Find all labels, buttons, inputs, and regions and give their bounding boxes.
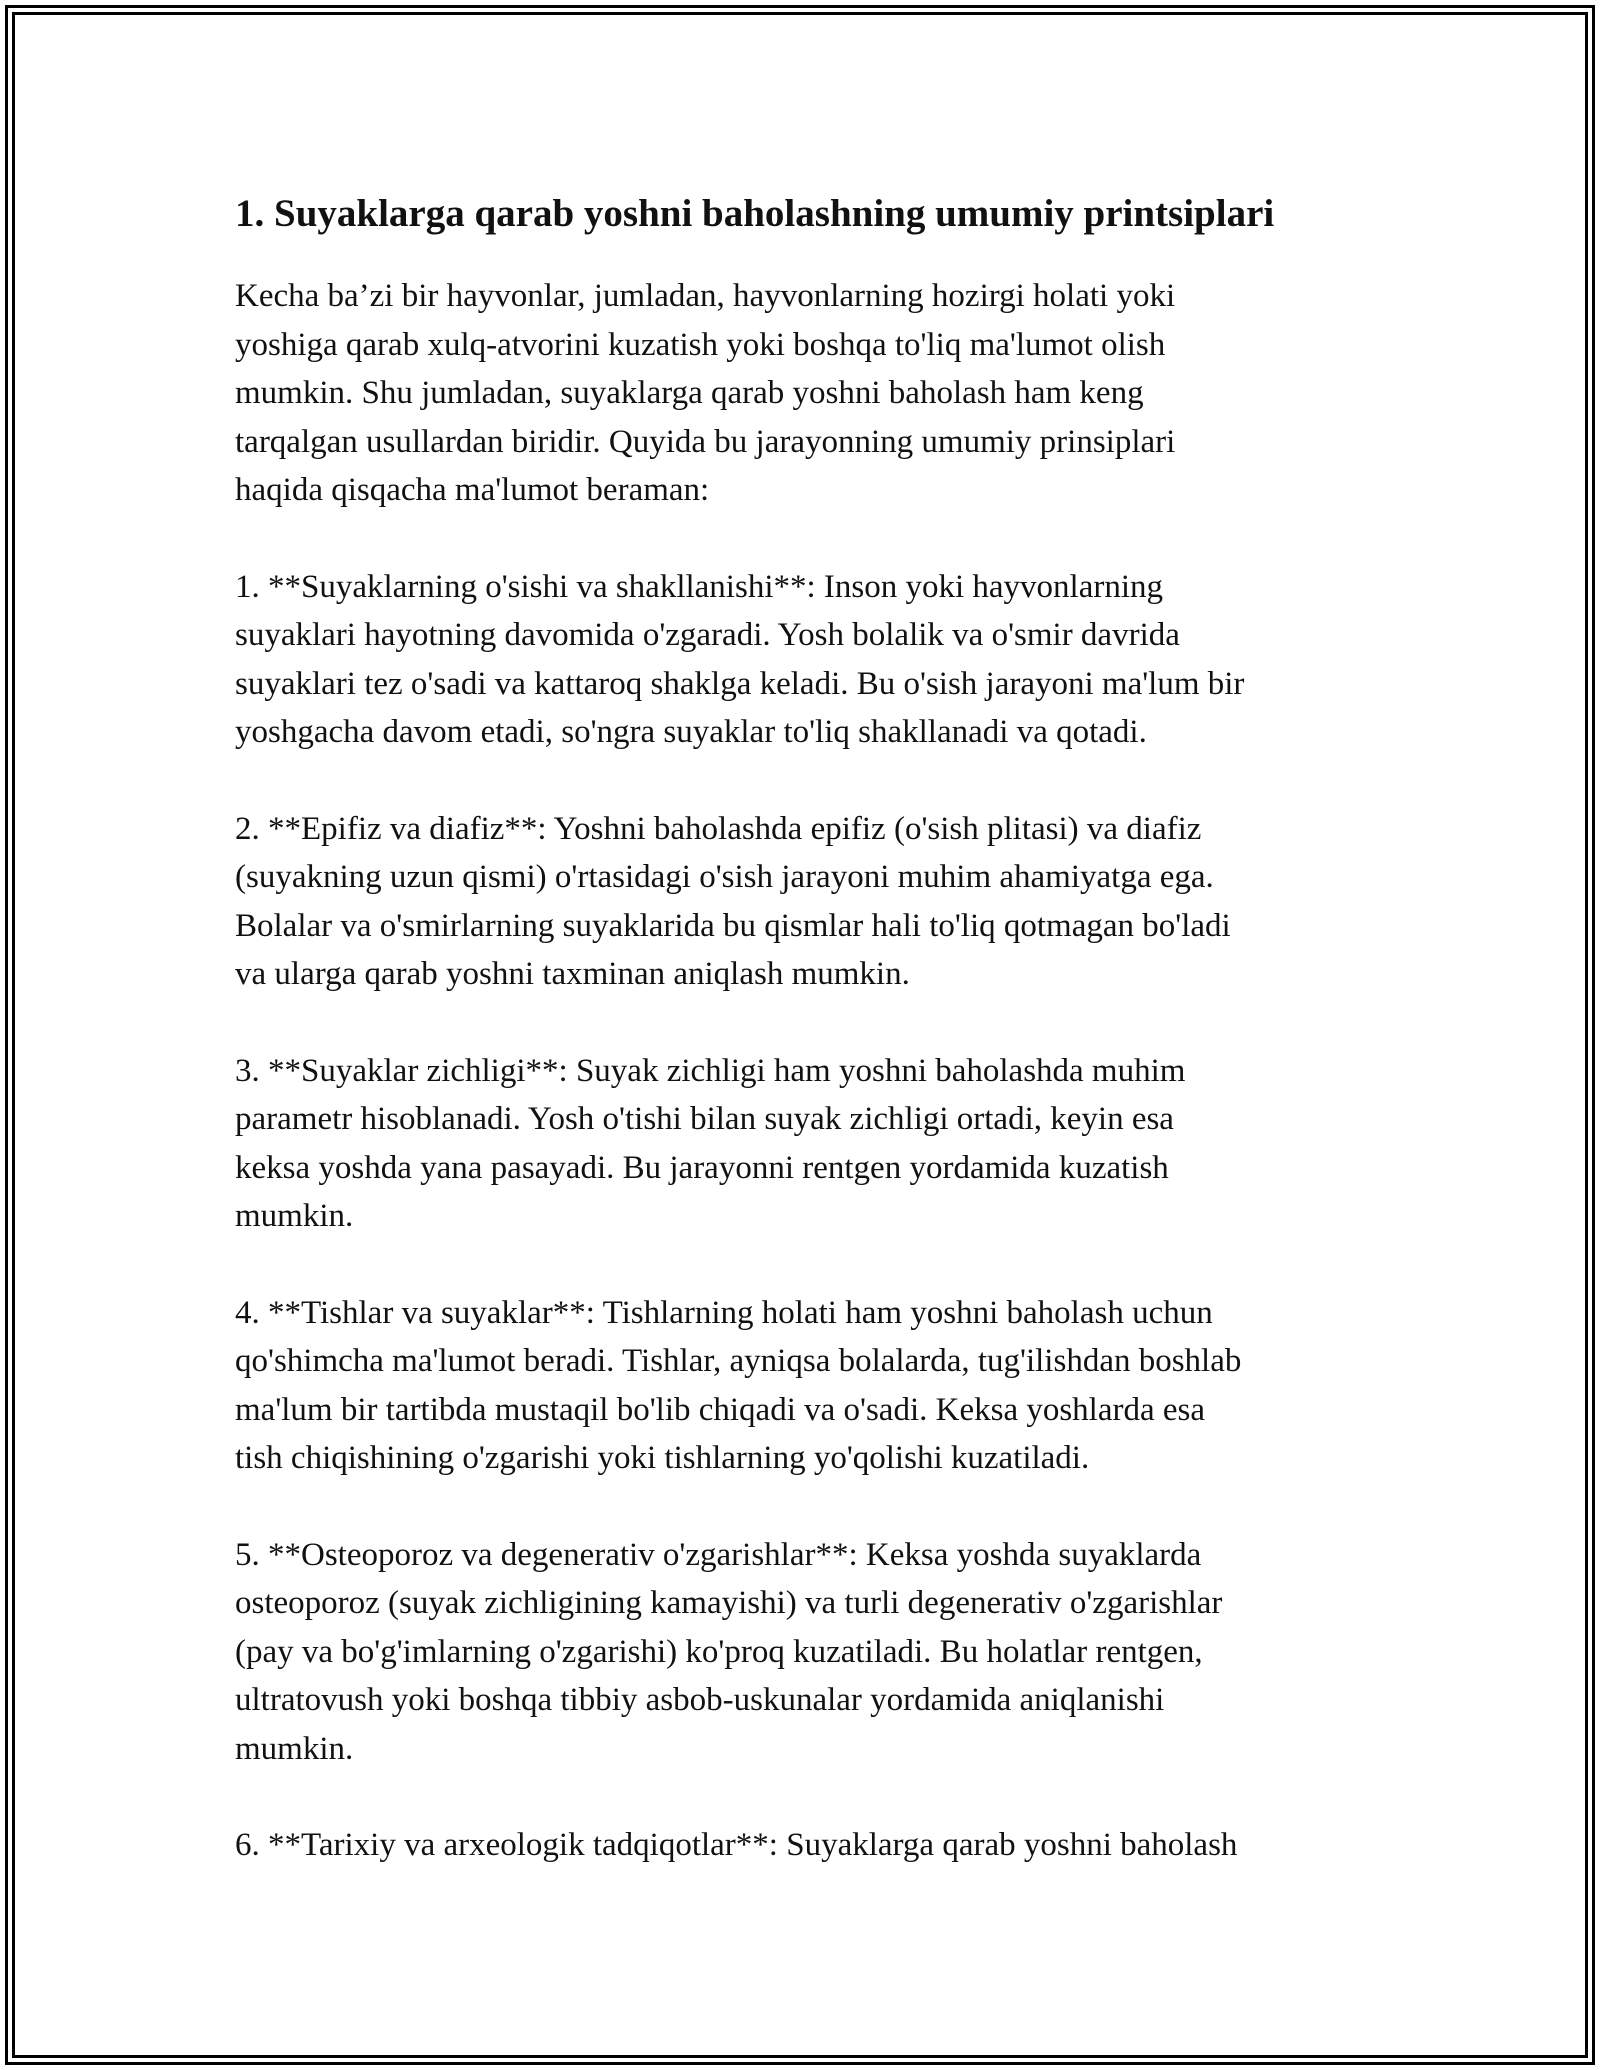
text-line: ma'lum bir tartibda mustaqil bo'lib chiqadi va o'sadi. Keksa yoshlarda esa [235, 1391, 1206, 1428]
text-line: parametr hisoblanadi. Yosh o'tishi bilan suyak zichligi ortadi, keyin esa [235, 1101, 1174, 1137]
text-line: (pay va bo'g'imlarning o'zgarishi) ko'proq kuzatiladi. Bu holatlar rentgen, [235, 1633, 1203, 1670]
text-line: mumkin. [235, 1730, 354, 1767]
text-line: mumkin. Shu jumladan, suyaklarga qarab yoshni baholash ham keng [235, 375, 1144, 411]
text-line: Bolalar va o'smirlarning suyaklarida bu qismlar hali to'liq qotmagan bo'ladi [235, 907, 1231, 944]
intro-paragraph [235, 272, 1385, 515]
text-line: 2. **Epifiz va diafiz**: Yoshni baholashda epifiz (o'sish plitasi) va diafiz [235, 810, 1202, 847]
text-line: osteoporoz (suyak zichligining kamayishi) va turli degenerativ o'zgarishlar [235, 1585, 1223, 1621]
text-line: 5. **Osteoporoz va degenerativ o'zgarishlar**: Keksa yoshda suyaklarda [235, 1536, 1202, 1573]
paragraph-list [235, 272, 1385, 1870]
text-line: 6. **Tarixiy va arxeologik tadqiqotlar**: Suyaklarga qarab yoshni baholash [235, 1827, 1238, 1863]
text-line: ultratovush yoki boshqa tibbiy asbob-uskunalar yordamida aniqlanishi [235, 1682, 1165, 1718]
list-item-paragraph [235, 1821, 1385, 1870]
text-line: 4. **Tishlar va suyaklar**: Tishlarning holati ham yoshni baholash uchun [235, 1294, 1213, 1331]
text-line: tarqalgan usullardan biridir. Quyida bu jarayonning umumiy prinsiplari [235, 423, 1176, 460]
list-item-paragraph [235, 563, 1385, 757]
list-item-paragraph [235, 1531, 1385, 1774]
text-line: suyaklari hayotning davomida o'zgaradi. Yosh bolalik va o'smir davrida [235, 617, 1180, 653]
text-line: keksa yoshda yana pasayadi. Bu jarayonni rentgen yordamida kuzatish [235, 1149, 1169, 1186]
text-line: qo'shimcha ma'lumot beradi. Tishlar, ayniqsa bolalarda, tug'ilishdan boshlab [235, 1343, 1242, 1379]
text-line: 3. **Suyaklar zichligi**: Suyak zichligi ham yoshni baholashda muhim [235, 1052, 1186, 1089]
text-line: suyaklari tez o'sadi va kattaroq shaklga keladi. Bu o'sish jarayoni ma'lum bir [235, 665, 1245, 702]
text-line: Kecha ba’zi bir hayvonlar, jumladan, hayvonlarning hozirgi holati yoki [235, 278, 1176, 314]
list-item-paragraph [235, 1289, 1385, 1483]
text-line: yoshgacha davom etadi, so'ngra suyaklar to'liq shakllanadi va qotadi. [235, 714, 1147, 750]
list-item-paragraph [235, 1047, 1385, 1241]
list-item-paragraph [235, 805, 1385, 999]
text-line: yoshiga qarab xulq-atvorini kuzatish yoki boshqa to'liq ma'lumot olish [235, 326, 1166, 363]
text-line: va ularga qarab yoshni taxminan aniqlash mumkin. [235, 956, 910, 992]
document-body [235, 188, 1385, 1918]
document-title: 1. Suyaklarga qarab yoshni baholashning umumiy printsiplari [235, 192, 1275, 235]
text-line: haqida qisqacha ma'lumot beraman: [235, 472, 710, 508]
text-line: tish chiqishining o'zgarishi yoki tishlarning yo'qolishi kuzatiladi. [235, 1440, 1090, 1476]
text-line: mumkin. [235, 1198, 354, 1234]
text-line: 1. **Suyaklarning o'sishi va shakllanishi**: Inson yoki hayvonlarning [235, 568, 1164, 605]
text-line: (suyakning uzun qismi) o'rtasidagi o'sish jarayoni muhim ahamiyatga ega. [235, 859, 1214, 895]
